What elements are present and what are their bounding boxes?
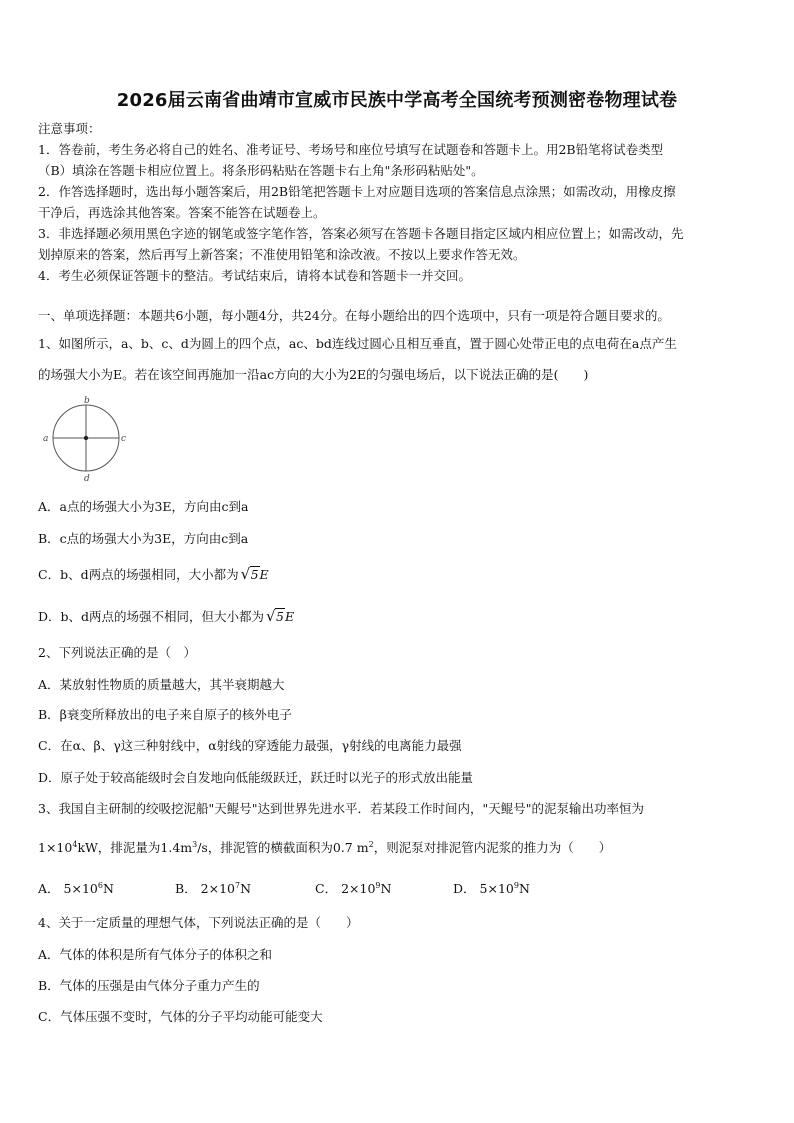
q2-option-b: B．β衰变所释放出的电子来自原子的核外电子 xyxy=(38,707,292,722)
q3-stem-line-2: $1\times 10^4kW$，排泥量为$1.4m^3/s$，排泥管的横截面积为0.7 $m^2$，则泥泵对排泥管内泥浆的推力为（ ） xyxy=(38,840,612,856)
q1-option-c-text: C．b、d两点的场强相同，大小都为 xyxy=(38,567,239,582)
q4-option-c: C．气体压强不变时，气体的分子平均动能可能变大 xyxy=(38,1009,323,1024)
figure-label-b: b xyxy=(84,396,90,406)
notice-line-5: 3．非选择题必须用黑色字迹的钢笔或签字笔作答，答案必须写在答题卡各题目指定区域内相应位置上；如需改动，先 xyxy=(38,226,684,241)
sqrt-expression: √ 5 xyxy=(266,607,284,625)
q2-stem: 2、下列说法正确的是（ ） xyxy=(38,645,196,660)
notice-line-3: 2．作答选择题时，选出每小题答案后，用2B铅笔把答题卡上对应题目选项的答案信息点涂黑；如需改动，用橡皮擦 xyxy=(38,184,676,199)
q4-stem: 4、关于一定质量的理想气体，下列说法正确的是（ ） xyxy=(38,915,359,930)
q2-option-c: C．在α、β、γ这三种射线中，α射线的穿透能力最强，γ射线的电离能力最强 xyxy=(38,738,462,753)
q2-option-d: D．原子处于较高能级时会自发地向低能级跃迁，跃迁时以光子的形式放出能量 xyxy=(38,770,474,785)
figure-label-c: c xyxy=(121,434,127,444)
notice-line-1: 1．答卷前，考生务必将自己的姓名、准考证号、考场号和座位号填写在试题卷和答题卡上。用2B铅笔将试卷类型 xyxy=(38,142,664,157)
q1-stem-line-2: 的场强大小为E。若在该空间再施加一沿ac方向的大小为2E的匀强电场后，以下说法正确的是( ) xyxy=(38,367,589,382)
figure-label-d: d xyxy=(84,474,90,484)
q3-option-d: D． $5\times 10^9N$ xyxy=(453,880,530,896)
q1-circle-figure xyxy=(38,392,138,484)
notice-line-4: 干净后，再选涂其他答案。答案不能答在试题卷上。 xyxy=(38,205,326,220)
notice-heading: 注意事项： xyxy=(38,121,101,136)
section-heading: 一、单项选择题：本题共6小题，每小题4分，共24分。在每小题给出的四个选项中，只有一项是符合题目要求的。 xyxy=(38,308,670,323)
q1-option-d-text: D．b、d两点的场强不相同，但大小都为 xyxy=(38,609,265,624)
notice-line-6: 划掉原来的答案，然后再写上新答案；不准使用铅笔和涂改液。不按以上要求作答无效。 xyxy=(38,247,526,262)
notice-line-7: 4．考生必须保证答题卡的整洁。考试结束后，请将本试卷和答题卡一并交回。 xyxy=(38,268,471,283)
q4-option-a: A．气体的体积是所有气体分子的体积之和 xyxy=(38,947,273,962)
figure-label-a: a xyxy=(43,434,49,444)
sqrt-expression: √ 5 xyxy=(240,565,259,583)
q1-stem-line-1: 1、如图所示，a、b、c、d为圆上的四个点，ac、bd连线过圆心且相互垂直，置于圆心处带正电的点电荷在a点产生 xyxy=(38,336,677,351)
q1-option-b: B．c点的场强大小为3E，方向由c到a xyxy=(38,531,249,546)
q3-stem-line-1: 3、我国自主研制的绞吸挖泥船"天鲲号"达到世界先进水平．若某段工作时间内，"天鲲号"的泥泵输出功率恒为 xyxy=(38,801,644,816)
q3-option-b: B． $2\times 10^7N$ xyxy=(175,880,252,896)
q1-option-d: D．b、d两点的场强不相同，但大小都为 √ 5E xyxy=(38,607,295,625)
q4-option-b: B．气体的压强是由气体分子重力产生的 xyxy=(38,978,260,993)
q3-option-c: C． $2\times 10^9N$ xyxy=(315,880,392,896)
q1-option-c: C．b、d两点的场强相同，大小都为 √ 5E xyxy=(38,565,269,583)
q1-option-a: A．a点的场强大小为3E，方向由c到a xyxy=(38,499,249,514)
page-title: 2026届云南省曲靖市宣威市民族中学高考全国统考预测密卷物理试卷 xyxy=(116,90,678,111)
notice-line-2: （B）填涂在答题卡相应位置上。将条形码粘贴在答题卡右上角"条形码粘贴处"。 xyxy=(38,163,484,178)
q3-option-a: A． $5\times 10^6N$ xyxy=(38,880,114,896)
q2-option-a: A．某放射性物质的质量越大，其半衰期越大 xyxy=(38,677,285,692)
